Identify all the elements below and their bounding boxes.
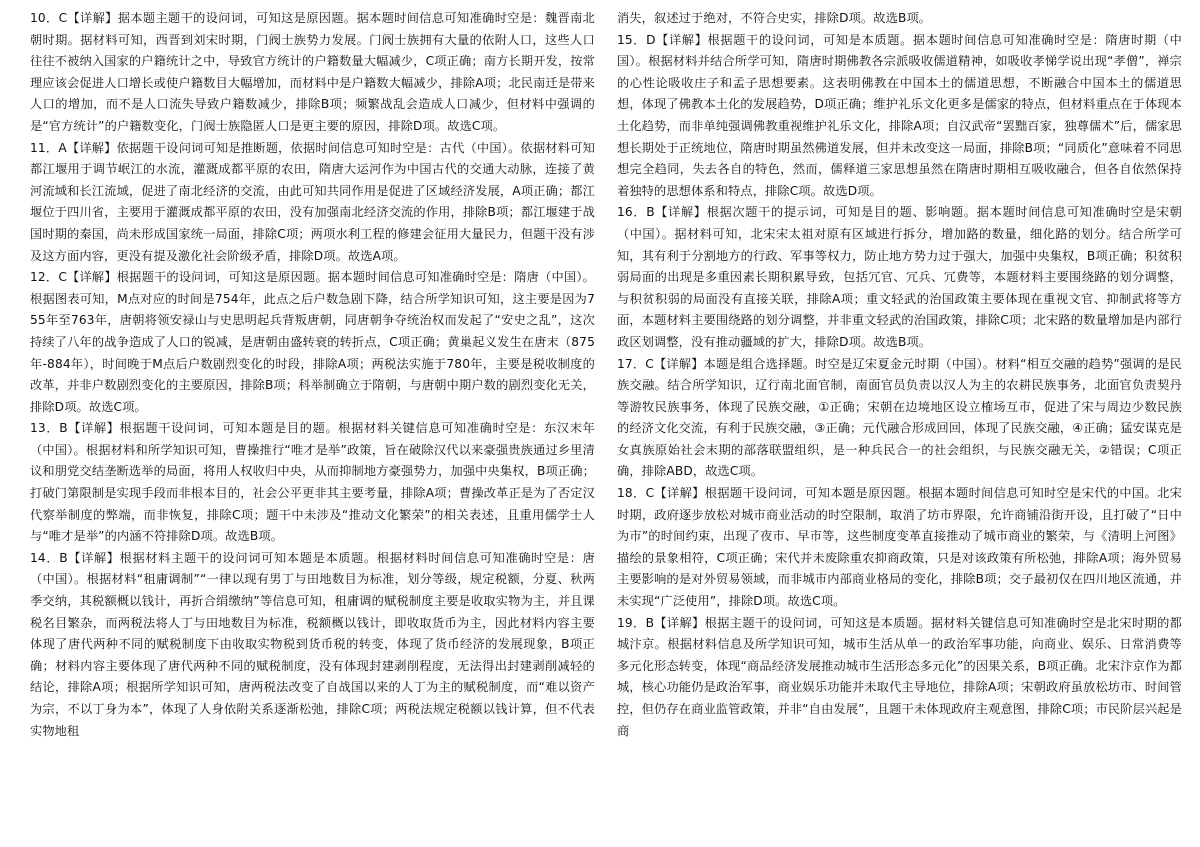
answer-paragraph-14-continued: 消失，叙述过于绝对，不符合史实，排除D项。故选B项。 xyxy=(617,11,932,25)
answer-paragraph-17: 17．C【详解】本题是组合选择题。时空是辽宋夏金元时期（中国）。材料“相互交融的趋势”强调的是民族交融。结合所学知识，辽行南北面官制，南面官员负责以汉人为主的农耕民族事务，北面官负责契丹等游牧民族事务，体现了民族交融，①正确；宋朝在边境地区设立榷场互市，促进了宋与周边少数民族的经济文化交流，有利于民族交融，③正确；元代融合形成回回，体现了民族交融，④正确；猛安谋克是女真族原始社会末期的部落联盟组织，是一种兵民合一的社会组织，与民族交融无关，②错误；C项正确，排除ABD，故选C项。 xyxy=(617,356,1183,479)
answer-paragraph-16: 16．B【详解】根据次题干的提示词，可知是目的题、影响题。据本题时间信息可知准确时空是宋朝（中国）。据材料可知，北宋宋太祖对原有区域进行拆分，增加路的数量，细化路的划分。结合所学可知，其有利于分割地方的行政、军事等权力，防止地方势力过于强大，加强中央集权，B项正确；积贫积弱局面的出现是多重因素长期积累导致，包括冗官、冗兵、冗费等，本题材料主要围绕路的划分调整，与积贫积弱的局面没有直接关联，排除A项；重文轻武的治国政策主要体现在重视文官、抑制武将等方面，本题材料主要围绕路的划分调整，并非重文轻武的治国政策，排除C项；北宋路的数量增加是内部行政区划调整，没有推动疆域的扩大，排除D项。故选B项。 xyxy=(617,205,1182,349)
answer-paragraph-11: 11．A【详解】依据题干设问词可知是推断题，依据时间信息可知时空是：古代（中国）。依据材料可知都江堰用于调节岷江的水流，灌溉成都平原的农田，隋唐大运河作为中国古代的交通大动脉，连接了黄河流域和长江流域，促进了南北经济的交流，由此可知共同作用是促进了区域经济发展，A项正确；都江堰位于四川省，主要用于灌溉成都平原的农田，没有加强南北经济交流的作用，排除B项；都江堰建于战国时期的秦国，尚未形成国家统一局面，排除C项；两项水利工程的修建会征用大量民力，但题干没有涉及这方面内容，更没有提及激化社会阶级矛盾，排除D项。故选A项。 xyxy=(30,140,595,263)
answer-paragraph-14: 14．B【详解】根据材料主题干的设问词可知本题是本质题。根据材料时间信息可知准确时空是：唐（中国）。根据材料“租庸调制”“一律以现有男丁与田地数目为标准，划分等级，规定税额，分夏、秋两季交纳，其税额概以钱计，再折合绢缴纳”等信息可知，租庸调的赋税制度主要是收取实物为主，并且课税名目繁杂，而两税法将人丁与田地数目为标准，税额概以钱计，即收取货币为主，因此材料内容主要体现了唐代两种不同的赋税制度下由收取实物税到货币税的转变，体现了货币经济的发展现象，B项正确；材料内容主要体现了唐代两种不同的赋税制度，没有体现封建剥削程度，无法得出封建剥削减轻的结论，排除A项；根据所学知识可知，唐两税法改变了自战国以来的人丁为主的赋税制度，而“难以资产为宗，不以丁身为本”，体现了人身依附关系逐渐松弛，排除C项；两税法规定税额以钱计算，但不代表实物地租 xyxy=(30,550,595,738)
answer-paragraph-15: 15．D【详解】根据题干的设问词，可知是本质题。据本题时间信息可知准确时空是：隋唐时期（中国）。根据材料并结合所学可知，隋唐时期佛教各宗派吸收儒道精神，如吸收孝悌学说出现“孝僧”，禅宗的心性论吸收庄子和孟子思想要素。这表明佛教在中国本土的儒道思想，不断融合中国本土的儒道思想，体现了佛教本土化的发展趋势，D项正确；维护礼乐文化更多是儒家的特点，但材料重点在于体现本土化趋势，而非单纯强调佛教重视维护礼乐文化，排除A项；自汉武帝“罢黜百家，独尊儒术”后，儒家思想长期处于正统地位，隋唐时期虽然佛道发展，但并未改变这一局面，排除B项；“同质化”意味着不同思想完全趋同，失去各自的特色，然而，儒释道三家思想虽然在隋唐时期相互吸收融合，但各自依然保持着独特的思想体系和特点，排除C项。故选D项。 xyxy=(617,32,1182,198)
answer-paragraph-13: 13．B【详解】根据题干设问词，可知本题是目的题。根据材料关键信息可知准确时空是：东汉末年（中国）。根据材料和所学知识可知，曹操推行“唯才是举”政策，旨在破除汉代以来豪强贵族通过乡里清议和朋党交结垄断选举的局面，将用人权收归中央，从而抑制地方豪强势力，加强中央集权，B项正确；打破门第限制是实现手段而非根本目的，社会公平更非其主要考量，排除A项；曹操改革正是为了否定汉代察举制度的弊端，而非恢复，排除C项；题干中未涉及“推动文化繁荣”的相关表述，且重用儒学士人与“唯才是举”的内涵不符排除D项。故选B项。 xyxy=(30,421,595,544)
answer-paragraph-19: 19．B【详解】根据主题干的设问词，可知这是本质题。据材料关键信息可知准确时空是北宋时期的都城汴京。根据材料信息及所学知识可知，城市生活从单一的政治军事功能，向商业、娱乐、日常消费等多元化形态转变，体现“商品经济发展推动城市生活形态多元化”的因果关系，B项正确。北宋汴京作为都城，核心功能仍是政治军事，商业娱乐功能并未取代主导地位，排除A项；宋朝政府虽放松坊市、时间管控，但仍存在商业监管政策，并非“自由发展”，且题干未体现政府主观意图，排除C项；市民阶层兴起是商 xyxy=(617,615,1182,738)
left-column xyxy=(30,8,595,847)
answer-paragraph-18: 18．C【详解】根据题干设问词，可知本题是原因题。根据本题时间信息可知时空是宋代的中国。北宋时期，政府逐步放松对城市商业活动的时空限制，取消了坊市界限，允许商铺沿街开设，且打破了“日中为市”的时间约束，出现了夜市、早市等，这些制度变革直接推动了城市商业的繁荣，与《清明上河图》描绘的景象相符，C项正确；宋代并未废除重农抑商政策，只是对该政策有所松弛，排除A项；海外贸易主要影响的是对外贸易领域，而非城市内部商业格局的变化，排除B项；交子最初仅在四川地区流通，并未实现“广泛使用”，排除D项。故选C项。 xyxy=(617,486,1182,609)
answer-paragraph-10: 10．C【详解】据本题主题干的设问词，可知这是原因题。据本题时间信息可知准确时空是：魏晋南北朝时期。据材料可知，西晋到刘宋时期，门阀士族势力发展。门阀士族拥有大量的依附人口，这些人口往往不被纳入国家的户籍统计之中，导致官方统计的户籍数量大幅减少，C项正确；南方长期开发，按常理应该会促进人口增长或使户籍数目大幅增加，而材料中是户籍数大幅减少，排除A项；北民南迁是带来人口的增加，而不是人口流失导致户籍数减少，排除B项；频繁战乱会造成人口减少，但材料中强调的是“官方统计”的户籍数变化，门阀士族隐匿人口是更主要的原因，排除D项。故选C项。 xyxy=(30,11,595,133)
right-column xyxy=(617,8,1182,847)
answer-paragraph-12: 12．C【详解】根据题干的设问词，可知这是原因题。据本题时间信息可知准确时空是：隋唐（中国）。根据图表可知，M点对应的时间是754年，此点之后户数急剧下降，结合所学知识可知，这主要是因为755年至763年，唐朝将领安禄山与史思明起兵背叛唐朝，同唐朝争夺统治权而发起了“安史之乱”，这次持续了八年的战争造成了人口的锐减，是唐朝由盛转衰的转折点，C项正确；黄巢起义发生在唐末（875年-884年），时间晚于M点后户数剧烈变化的时段，排除A项；两税法实施于780年，主要是税收制度的改革，并非户数剧烈变化的主要原因，排除B项；科举制确立于隋朝，与唐朝中期户数的剧烈变化无关，排除D项。故选C项。 xyxy=(30,270,595,414)
